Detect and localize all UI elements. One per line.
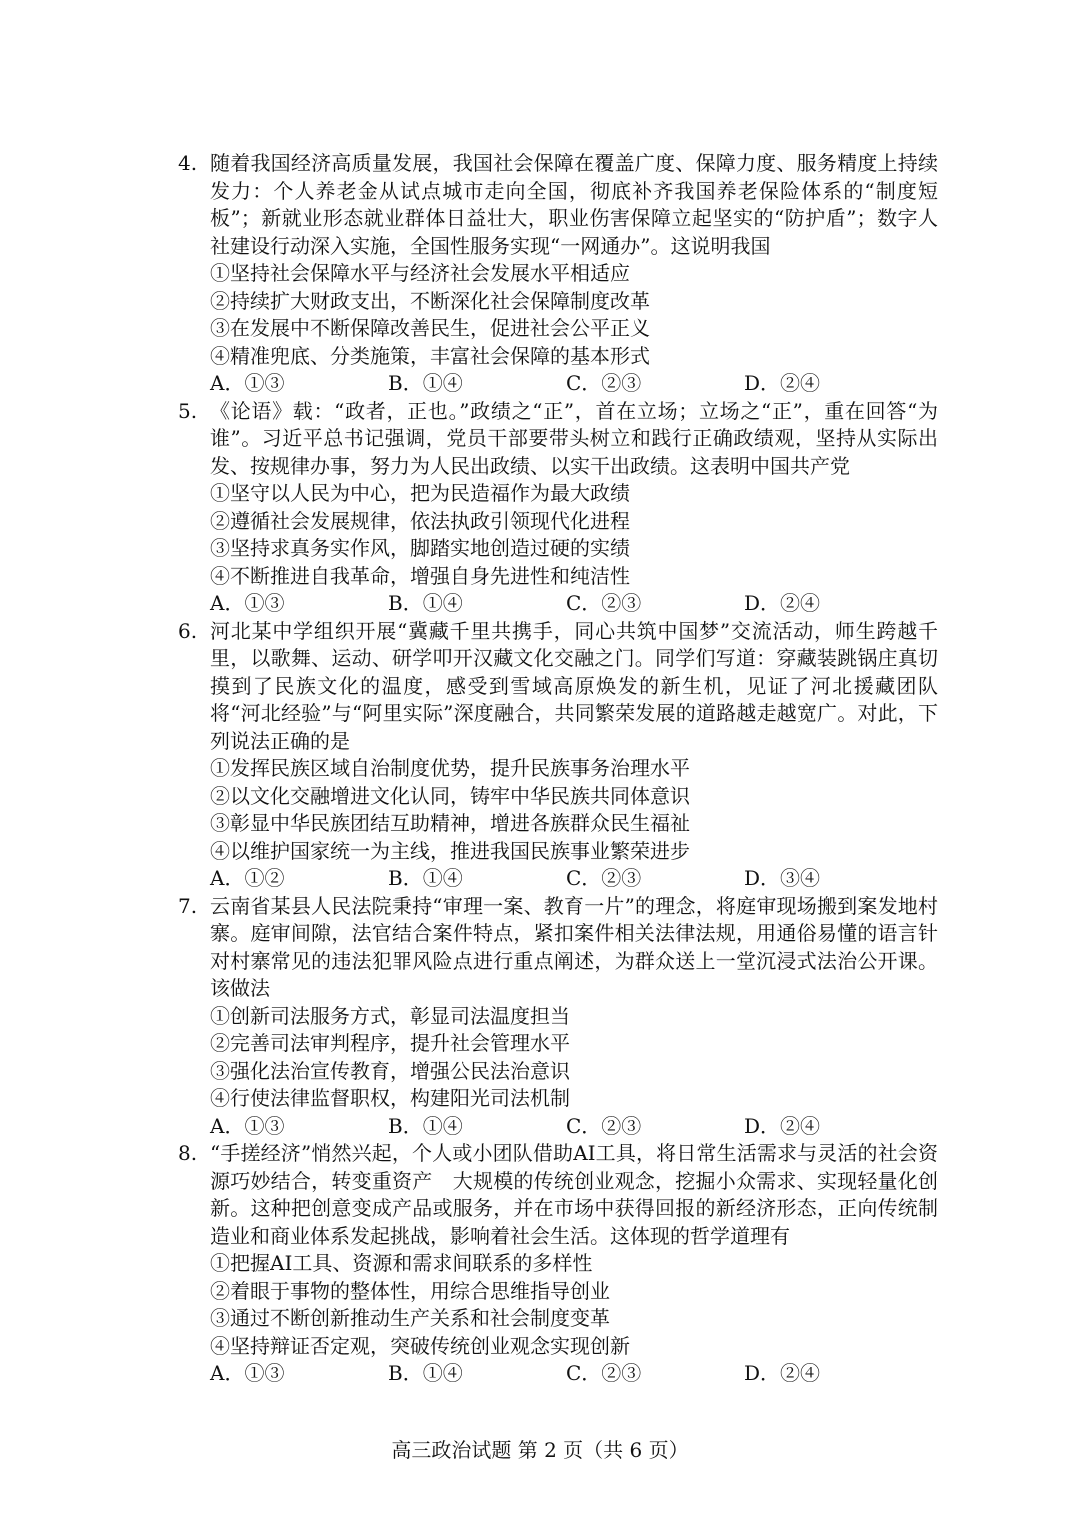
statement-3: ③通过不断创新推动生产关系和社会制度变革 [210,1306,610,1330]
choice-a: A．①③ [210,371,285,395]
statement-2: ②完善司法审判程序，提升社会管理水平 [210,1031,570,1055]
answer-choices [210,590,938,618]
statement-2: ②着眼于事物的整体性，用综合思维指导创业 [210,1278,610,1303]
choice-b: B．①④ [388,1113,463,1138]
question-number: 8. [178,1141,198,1165]
page-footer: 高三政治试题 第 2 页（共 6 页） [391,1438,689,1462]
choice-d: D．②④ [744,371,821,395]
question-list [178,150,938,1388]
statement-4: ④精准兜底、分类施策，丰富社会保障的基本形式 [210,343,650,368]
statement-1: ①把握AI工具、资源和需求间联系的多样性 [210,1251,593,1275]
question-stem: “手搓经济”悄然兴起，个人或小团队借助AI工具，将日常生活需求与灵活的社会资源巧妙结合，转变重资产 大规模的传统创业观念，挖掘小众需求、实现轻量化创新。这种把创意变成产品或服务，并在市场中获得回报的新经济形态，正向传统制造业和商业体系发起挑战，影响着社会生活。这体现的哲学道理有 [210,1141,938,1248]
statement-2: ②遵循社会发展规律，依法执政引领现代化进程 [210,508,630,533]
statement-3: ③在发展中不断保障改善民生，促进社会公平正义 [210,316,650,340]
choice-c: C．②③ [566,591,642,615]
question-6 [178,618,938,893]
statement-4: ④以维护国家统一为主线，推进我国民族事业繁荣进步 [210,838,690,863]
statement-1: ①坚持社会保障水平与经济社会发展水平相适应 [210,261,630,285]
statement-4: ④行使法律监督职权，构建阳光司法机制 [210,1086,570,1110]
statement-4: ④不断推进自我革命，增强自身先进性和纯洁性 [210,563,630,588]
choice-b: B．①④ [388,866,463,890]
statement-3: ③坚持求真务实作风，脚踏实地创造过硬的实绩 [210,536,630,560]
statement-4: ④坚持辩证否定观，突破传统创业观念实现创新 [210,1333,630,1358]
question-8 [178,1140,938,1388]
statement-2: ②以文化交融增进文化认同，铸牢中华民族共同体意识 [210,783,690,808]
answer-choices [210,1360,938,1388]
statement-3: ③强化法治宣传教育，增强公民法治意识 [210,1058,570,1083]
question-number: 6. [178,618,198,643]
question-number: 4. [178,151,198,175]
choice-d: D．③④ [744,866,821,890]
statement-1: ①创新司法服务方式，彰显司法温度担当 [210,1003,570,1028]
question-number: 7. [178,893,198,918]
question-stem: 云南省某县人民法院秉持“审理一案、教育一片”的理念，将庭审现场搬到案发地村寨。庭审间隙，法官结合案件特点，紧扣案件相关法律法规，用通俗易懂的语言针对村寨常见的违法犯罪风险点进行重点阐述，为群众送上一堂沉浸式法治公开课。该做法 [210,893,938,1000]
choice-a: A．①③ [210,591,285,615]
choice-d: D．②④ [744,1361,821,1385]
question-stem: 《论语》载：“政者，正也。”政绩之“正”，首在立场；立场之“正”，重在回答“为谁”。习近平总书记强调，党员干部要带头树立和践行正确政绩观，坚持从实际出发、按规律办事，努力为人民出政绩、以实干出政绩。这表明中国共产党 [210,398,938,478]
statement-1: ①发挥民族区域自治制度优势，提升民族事务治理水平 [210,756,690,780]
choice-a: A．①③ [210,1113,285,1138]
question-5 [178,398,938,618]
answer-choices [210,865,938,893]
question-4 [178,150,938,398]
choice-d: D．②④ [744,1113,821,1138]
choice-d: D．②④ [744,591,821,615]
statement-1: ①坚守以人民为中心，把为民造福作为最大政绩 [210,481,630,505]
choice-c: C．②③ [566,1113,642,1138]
choice-a: A．①③ [210,1361,285,1385]
question-stem: 随着我国经济高质量发展，我国社会保障在覆盖广度、保障力度、服务精度上持续发力：个人养老金从试点城市走向全国，彻底补齐我国养老保险体系的“制度短板”；新就业形态就业群体日益壮大，职业伤害保障立起坚实的“防护盾”；数字人社建设行动深入实施，全国性服务实现“一网通办”。这说明我国 [210,151,938,258]
statement-2: ②持续扩大财政支出，不断深化社会保障制度改革 [210,288,650,313]
answer-choices [210,1113,938,1141]
answer-choices [210,370,938,398]
choice-b: B．①④ [388,591,463,615]
question-number: 5. [178,398,198,423]
choice-b: B．①④ [388,1361,463,1385]
choice-c: C．②③ [566,866,642,890]
statement-3: ③彰显中华民族团结互助精神，增进各族群众民生福祉 [210,811,690,835]
choice-c: C．②③ [566,1361,642,1385]
question-7 [178,893,938,1141]
choice-c: C．②③ [566,371,642,395]
choice-b: B．①④ [388,371,463,395]
choice-a: A．①② [210,866,285,890]
question-stem: 河北某中学组织开展“冀藏千里共携手，同心共筑中国梦”交流活动，师生跨越千里，以歌舞、运动、研学叩开汉藏文化交融之门。同学们写道：穿藏装跳锅庄真切摸到了民族文化的温度，感受到雪域高原焕发的新生机，见证了河北援藏团队将“河北经验”与“阿里实际”深度融合，共同繁荣发展的道路越走越宽广。对此，下列说法正确的是 [210,618,938,753]
